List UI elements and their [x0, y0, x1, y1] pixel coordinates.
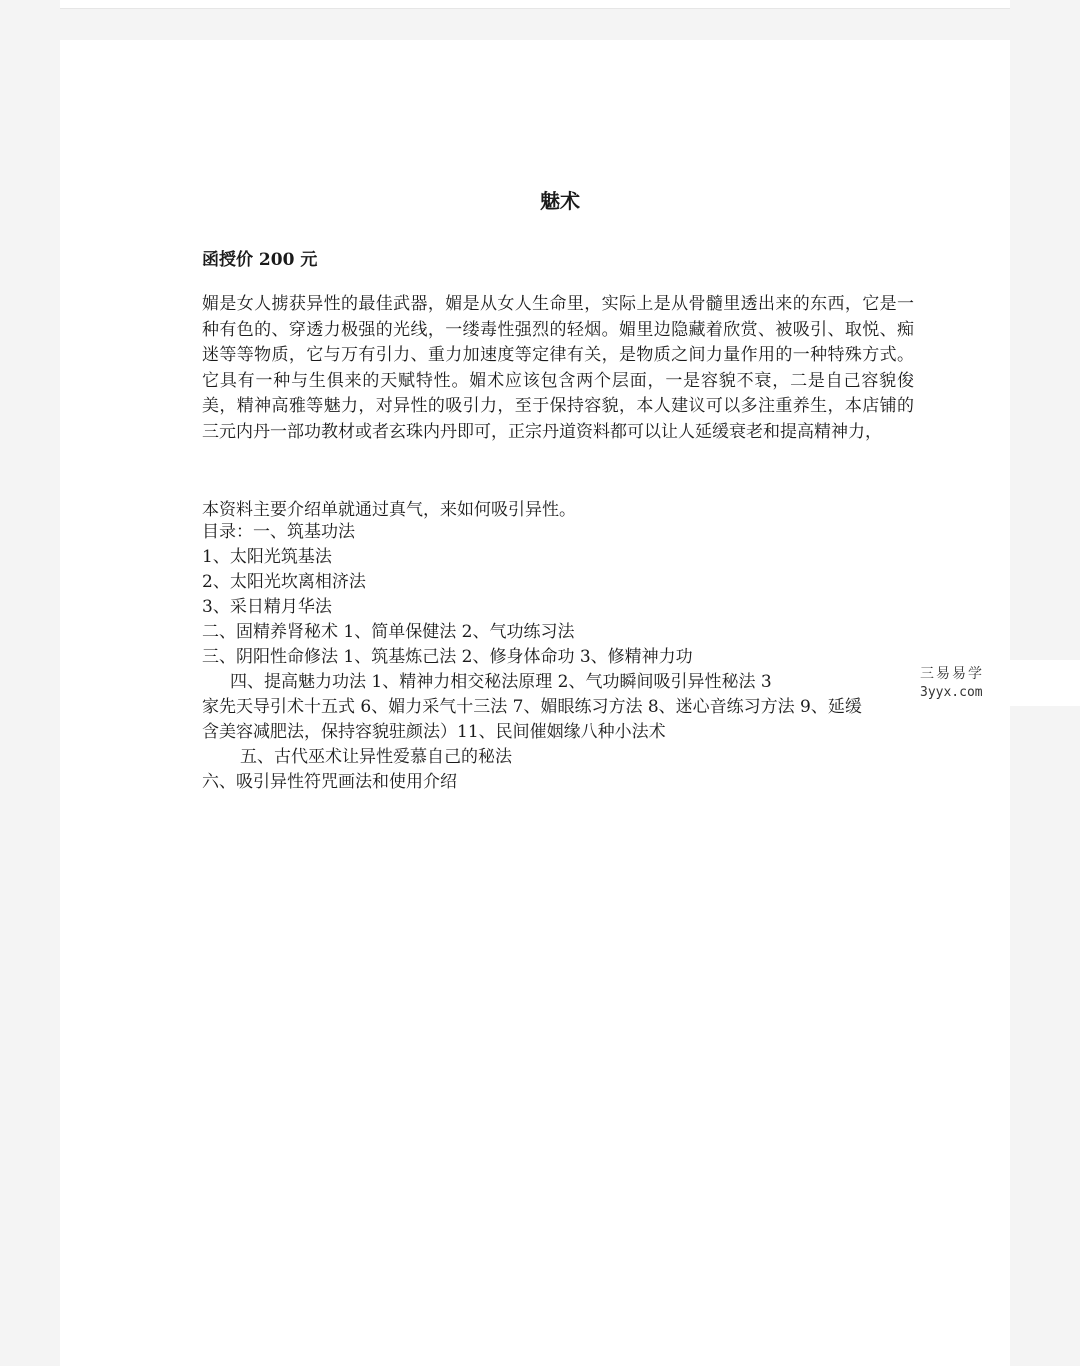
intro-line: 本资料主要介绍单就通过真气，来如何吸引异性。: [202, 500, 576, 520]
toc-item: 三、阴阳性命修法 1、筑基炼己法 2、修身体命功 3、修精神力功: [202, 647, 693, 667]
toc-item: 四、提高魅力功法 1、精神力相交秘法原理 2、气功瞬间吸引异性秘法 3: [230, 672, 772, 692]
price-line: 函授价 200 元: [202, 250, 318, 270]
toc-item: 2、太阳光坎离相济法: [202, 572, 366, 592]
document-page: [60, 40, 1010, 1366]
toc-item: 3、采日精月华法: [202, 597, 332, 617]
toc-item: 含美容减肥法，保持容貌驻颜法）11、民间催姻缘八种小法术: [202, 722, 666, 742]
toc-item: 家先天导引术十五式 6、媚力采气十三法 7、媚眼练习方法 8、迷心音练习方法 9、延缓: [202, 697, 862, 717]
toc-item: 五、古代巫术让异性爱慕自己的秘法: [240, 747, 512, 767]
watermark-site-name: 三易易学: [920, 666, 984, 682]
previous-page-edge: [60, 0, 1010, 9]
toc-item: 二、固精养肾秘术 1、简单保健法 2、气功练习法: [202, 622, 575, 642]
toc-item: 六、吸引异性符咒画法和使用介绍: [202, 772, 457, 792]
body-paragraph: 媚是女人掳获异性的最佳武器，媚是从女人生命里，实际上是从骨髓里透出来的东西，它是一种有色的、穿透力极强的光线，一缕毒性强烈的轻烟。媚里边隐藏着欣赏、被吸引、取悦、痴迷等等物质，它与万有引力、重力加速度等定律有关，是物质之间力量作用的一种特殊方式。它具有一种与生俱来的天赋特性。媚术应该包含两个层面，一是容貌不衰，二是自己容貌俊美，精神高雅等魅力，对异性的吸引力，至于保持容貌，本人建议可以多注重养生，本店铺的三元内丹一部功教材或者玄珠内丹即可，正宗丹道资料都可以让人延缓衰老和提高精神力，: [202, 294, 914, 442]
toc-item: 1、太阳光筑基法: [202, 547, 332, 567]
table-of-contents: [202, 520, 862, 795]
toc-item: 目录：一、筑基功法: [202, 522, 355, 542]
watermark: [895, 660, 1080, 706]
watermark-url: 3yyx.com: [920, 685, 983, 700]
document-title: 魅术: [540, 189, 580, 213]
